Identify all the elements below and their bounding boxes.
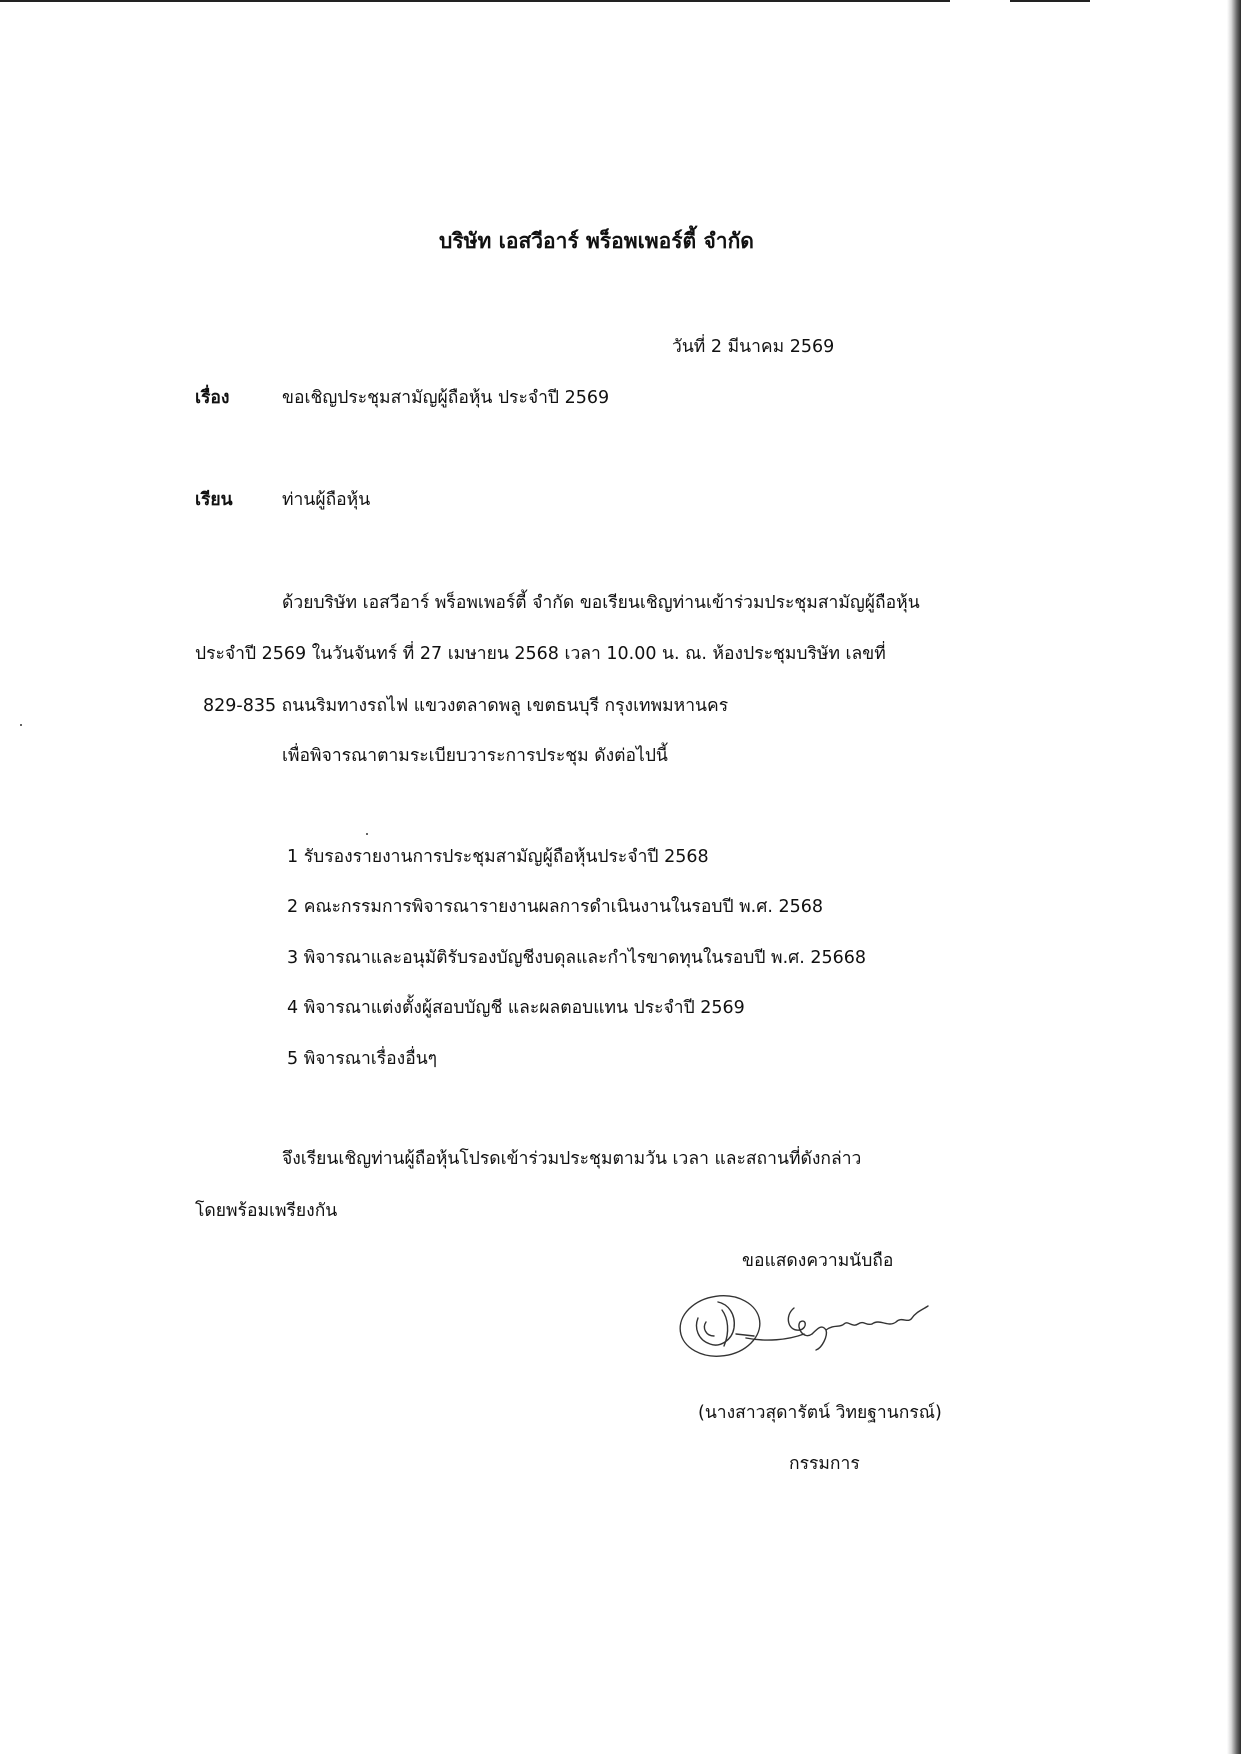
agenda-item-3: 3 พิจารณาและอนุมัติรับรองบัญชีงบดุลและกำไรขาดทุนในรอบปี พ.ศ. 25668 bbox=[287, 948, 867, 968]
recipient-text: ท่านผู้ถือหุ้น bbox=[282, 490, 371, 510]
scan-edge-shadow bbox=[1227, 0, 1241, 1754]
body-line-2: ประจำปี 2569 ในวันจันทร์ ที่ 27 เมษายน 2568 เวลา 10.00 น. ณ. ห้องประชุมบริษัท เลขที่ bbox=[195, 644, 886, 664]
scan-border-artifact bbox=[0, 0, 950, 2]
agenda-item-4: 4 พิจารณาแต่งตั้งผู้สอบบัญชี และผลตอบแทน ประจำปี 2569 bbox=[287, 998, 745, 1018]
scan-speck bbox=[20, 724, 22, 726]
agenda-item-2: 2 คณะกรรมการพิจารณารายงานผลการดำเนินงานในรอบปี พ.ศ. 2568 bbox=[287, 897, 823, 917]
recipient-label: เรียน bbox=[195, 490, 233, 510]
letter-date: วันที่ 2 มีนาคม 2569 bbox=[672, 337, 835, 357]
closing-line-2: โดยพร้อมเพรียงกัน bbox=[195, 1201, 338, 1221]
body-line-3: 829-835 ถนนริมทางรถไฟ แขวงตลาดพลู เขตธนบุรี กรุงเทพมหานคร bbox=[203, 696, 729, 716]
signatory-position: กรรมการ bbox=[789, 1454, 860, 1474]
subject-label: เรื่อง bbox=[195, 388, 230, 408]
agenda-item-5: 5 พิจารณาเรื่องอื่นๆ bbox=[287, 1049, 438, 1069]
agenda-item-1: 1 รับรองรายงานการประชุมสามัญผู้ถือหุ้นประจำปี 2568 bbox=[287, 847, 709, 867]
signature-image bbox=[676, 1288, 956, 1368]
signatory-name: (นางสาวสุดารัตน์ วิทยฐานกรณ์) bbox=[698, 1403, 942, 1423]
scan-border-artifact bbox=[1010, 0, 1090, 2]
body-line-1: ด้วยบริษัท เอสวีอาร์ พร็อพเพอร์ตี้ จำกัด ขอเรียนเชิญท่านเข้าร่วมประชุมสามัญผู้ถือหุ้น bbox=[282, 593, 920, 613]
closing-line-1: จึงเรียนเชิญท่านผู้ถือหุ้นโปรดเข้าร่วมประชุมตามวัน เวลา และสถานที่ดังกล่าว bbox=[282, 1149, 862, 1169]
regards-text: ขอแสดงความนับถือ bbox=[742, 1251, 894, 1271]
body-line-4: เพื่อพิจารณาตามระเบียบวาระการประชุม ดังต่อไปนี้ bbox=[282, 746, 668, 766]
scan-speck bbox=[366, 833, 368, 835]
company-title: บริษัท เอสวีอาร์ พร็อพเพอร์ตี้ จำกัด bbox=[439, 229, 754, 253]
subject-text: ขอเชิญประชุมสามัญผู้ถือหุ้น ประจำปี 2569 bbox=[282, 388, 610, 408]
